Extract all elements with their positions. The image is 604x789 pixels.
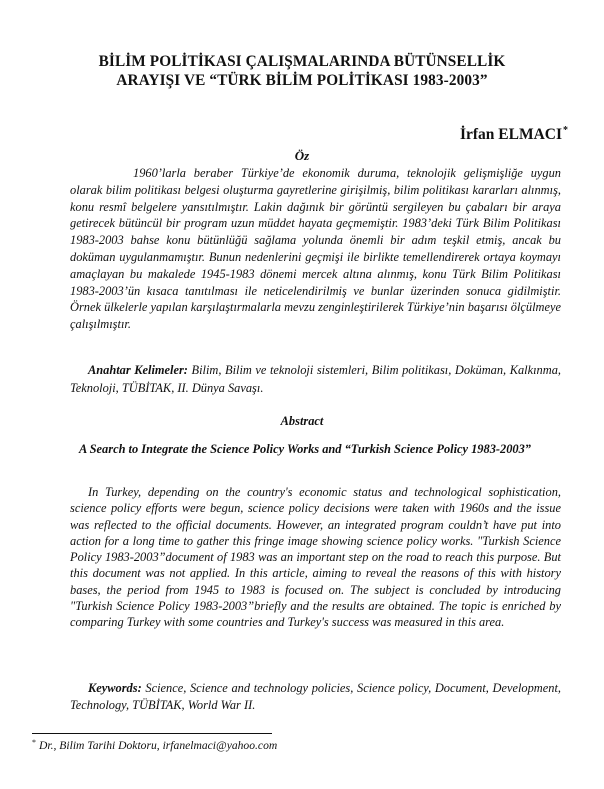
author-name (460, 125, 568, 144)
abstract-heading: Abstract (280, 414, 324, 428)
english-keywords-text: Science, Science and technology policies, Science policy, Document, Development, Technology, TÜBİTAK, World War II. (70, 681, 561, 712)
english-title: A Search to Integrate the Science Policy Works and “Turkish Science Policy 1983-2003” (78, 442, 531, 456)
turkish-keywords-text: Bilim, Bilim ve teknoloji sistemleri, Bilim politikası, Doküman, Kalkınma, Teknoloji, TÜBİTAK, II. Dünya Savaşı. (70, 363, 561, 395)
footnote-divider (32, 733, 272, 734)
oz-heading: Öz (294, 148, 310, 163)
english-keywords (70, 680, 561, 714)
author-footnote-mark: * (563, 125, 568, 136)
author-name-text: İrfan ELMACI (459, 126, 562, 143)
footnote-mark: * (32, 738, 36, 747)
paper-title (40, 52, 564, 90)
turkish-abstract: 1960’larla beraber Türkiye’de ekonomik duruma, teknolojik gelişmişliğe uygun olarak bilim politikası belgesi oluşturma gayretlerine girişilmiş, bilim politikası kararları alınmış, konu resmî belgelere yansıtılmıştır. Lakin dağınık bir görüntü sergileyen bu çabaları bir araya getirecek bütüncül bir program uzun müddet hayata geçmemiştir. 1983’deki Türk Bilim Politikası 1983-2003 bahse konu bütünlüğü sağlama yolunda önemli bir adım teşkil etmiş, ancak bu doküman uygulanmamıştır. Bunun nedenlerini geçmişi ile birlikte temellendirerek ortaya koymayı amaçlayan bu makalede 1945-1983 dönemi mercek altına alınmış, konu Türk Bilim Politikası 1983-2003’ün kısaca tanıtılması ile neticelendirilmiş ve bunlar üzerinden sonuca gidilmiştir. Örnek ülkelerle yapılan karşılaştırmalarla mevzu zenginleştirilerek Türkiye’nin başarısı ölçülmeye çalışılmıştır. (70, 166, 561, 332)
footnote (32, 738, 277, 752)
turkish-keywords-label: Anahtar Kelimeler: (88, 363, 188, 377)
title-line-1: BİLİM POLİTİKASI ÇALIŞMALARINDA BÜTÜNSELLİK (98, 53, 506, 70)
english-abstract: In Turkey, depending on the country's economic status and technological sophistication, science policy efforts were begun, science policy decisions were taken with 1960s and the issue was reflected to the official documents. However, an integrated program couldn’t have put into action for a long time to gather this fringe image showing science policy works. "Turkish Science Policy 1983-2003”document of 1983 was an important step on the road to reach this purpose. But this document was not applied. In this article, aiming to reveal the reasons of this with history bases, the period from 1945 to 1983 is focused on. The subject is concluded by introducing "Turkish Science Policy 1983-2003”briefly and the results are obtained. The topic is enriched by comparing Turkey with some countries and Turkey's success was measured in this area. (70, 485, 561, 630)
title-line-2: ARAYIŞI VE “TÜRK BİLİM POLİTİKASI 1983-2003” (116, 72, 488, 89)
english-keywords-label: Keywords: (88, 681, 142, 695)
footnote-text: Dr., Bilim Tarihi Doktoru, irfanelmaci@yahoo.com (39, 739, 278, 752)
turkish-keywords (70, 361, 561, 397)
